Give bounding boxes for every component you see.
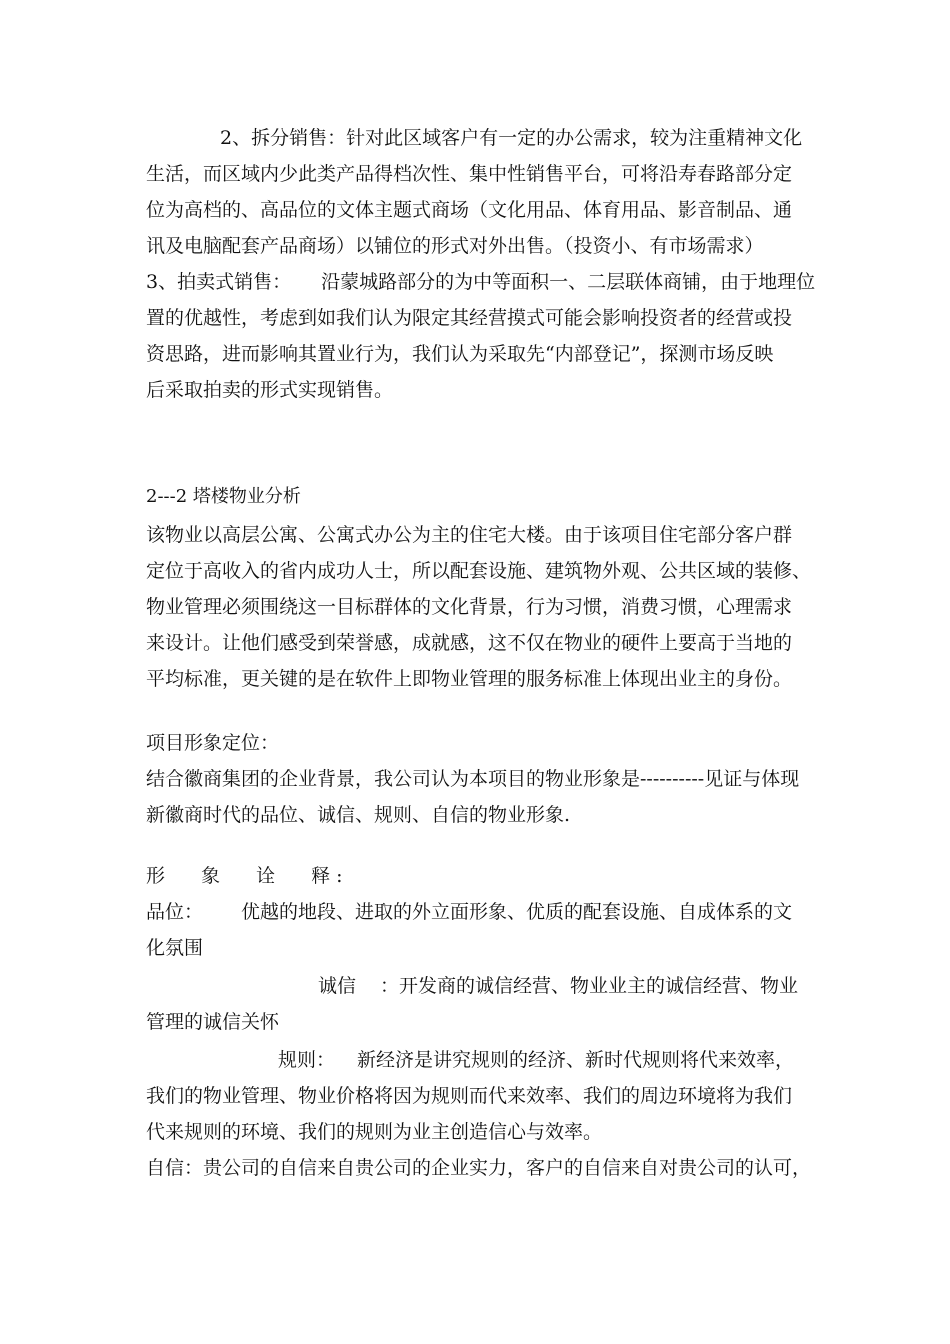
image-interpretation-heading: 形 象 诠 释: xyxy=(146,865,349,887)
text-line: 生活，而区域内少此类产品得档次性、集中性销售平台，可将沿寿春路部分定 xyxy=(146,163,793,185)
guize-paragraph xyxy=(146,1042,811,1150)
text-line: 化氛围 xyxy=(146,937,204,959)
text-line xyxy=(146,894,811,930)
text-line: 讯及电脑配套产品商场）以铺位的形式对外出售。（投资小、有市场需求） xyxy=(146,235,764,257)
image-positioning-paragraph xyxy=(146,761,811,833)
text-line: 该物业以高层公寓、公寓式办公为主的住宅大楼。由于该项目住宅部分客户群 xyxy=(146,524,793,546)
chengxin-paragraph xyxy=(146,968,811,1040)
tower-analysis-heading: 2---2 塔楼物业分析 xyxy=(146,486,301,507)
text-line: 资思路，进而影响其置业行为，我们认为采取先“内部登记”，探测市场反映 xyxy=(146,343,774,365)
text-line: 代来规则的环境、我们的规则为业主创造信心与效率。 xyxy=(146,1121,603,1143)
text-line: 自信：贵公司的自信来自贵公司的企业实力，客户的自信来自对贵公司的认可， xyxy=(146,1157,812,1179)
text-line: 结合徽商集团的企业背景，我公司认为本项目的物业形象是----------见证与体现 xyxy=(146,768,800,790)
text-segment: 沿蒙城路部分的为中等面积一、二层联体商铺，由于地理位 xyxy=(321,271,816,293)
text-line: 我们的物业管理、物业价格将因为规则而代来效率、我们的周边环境将为我们 xyxy=(146,1085,793,1107)
tower-analysis-paragraph xyxy=(146,517,811,697)
text-line xyxy=(146,264,816,300)
text-line: 平均标准，更关键的是在软件上即物业管理的服务标准上体现出业主的身份。 xyxy=(146,668,793,690)
text-line: 物业管理必须围绕这一目标群体的文化背景，行为习惯，消费习惯，心理需求 xyxy=(146,596,793,618)
zixin-paragraph xyxy=(146,1150,811,1186)
text-segment: ：开发商的诚信经营、物业业主的诚信经营、物业 xyxy=(380,975,799,997)
auction-sales-paragraph xyxy=(146,264,816,408)
pinwei-label: 品位： xyxy=(146,901,204,923)
text-line: 新徽商时代的品位、诚信、规则、自信的物业形象. xyxy=(146,804,571,826)
text-line xyxy=(146,968,811,1004)
text-line: 置的优越性，考虑到如我们认为限定其经营摸式可能会影响投资者的经营或投 xyxy=(146,307,793,329)
auction-sales-label: 3、拍卖式销售： xyxy=(146,271,292,293)
guize-label: 规则： xyxy=(278,1049,336,1071)
text-line: 定位于高收入的省内成功人士，所以配套设施、建筑物外观、公共区域的装修、 xyxy=(146,560,812,582)
text-line xyxy=(146,1042,811,1078)
text-line: 2、拆分销售：针对此区域客户有一定的办公需求，较为注重精神文化 xyxy=(220,127,803,149)
text-segment: 新经济是讲究规则的经济、新时代规则将代来效率， xyxy=(357,1049,795,1071)
chengxin-label: 诚信 xyxy=(318,975,357,997)
text-line: 位为高档的、高品位的文体主题式商场（文化用品、体育用品、影音制品、通 xyxy=(146,199,793,221)
image-positioning-heading: 项目形象定位： xyxy=(146,732,280,754)
pinwei-paragraph xyxy=(146,894,811,966)
text-line: 管理的诚信关怀 xyxy=(146,1011,280,1033)
split-sales-paragraph xyxy=(146,120,811,264)
text-line: 后采取拍卖的形式实现销售。 xyxy=(146,379,394,401)
text-line: 来设计。让他们感受到荣誉感，成就感，这不仅在物业的硬件上要高于当地的 xyxy=(146,632,793,654)
text-segment: 优越的地段、进取的外立面形象、优质的配套设施、自成体系的文 xyxy=(241,901,793,923)
